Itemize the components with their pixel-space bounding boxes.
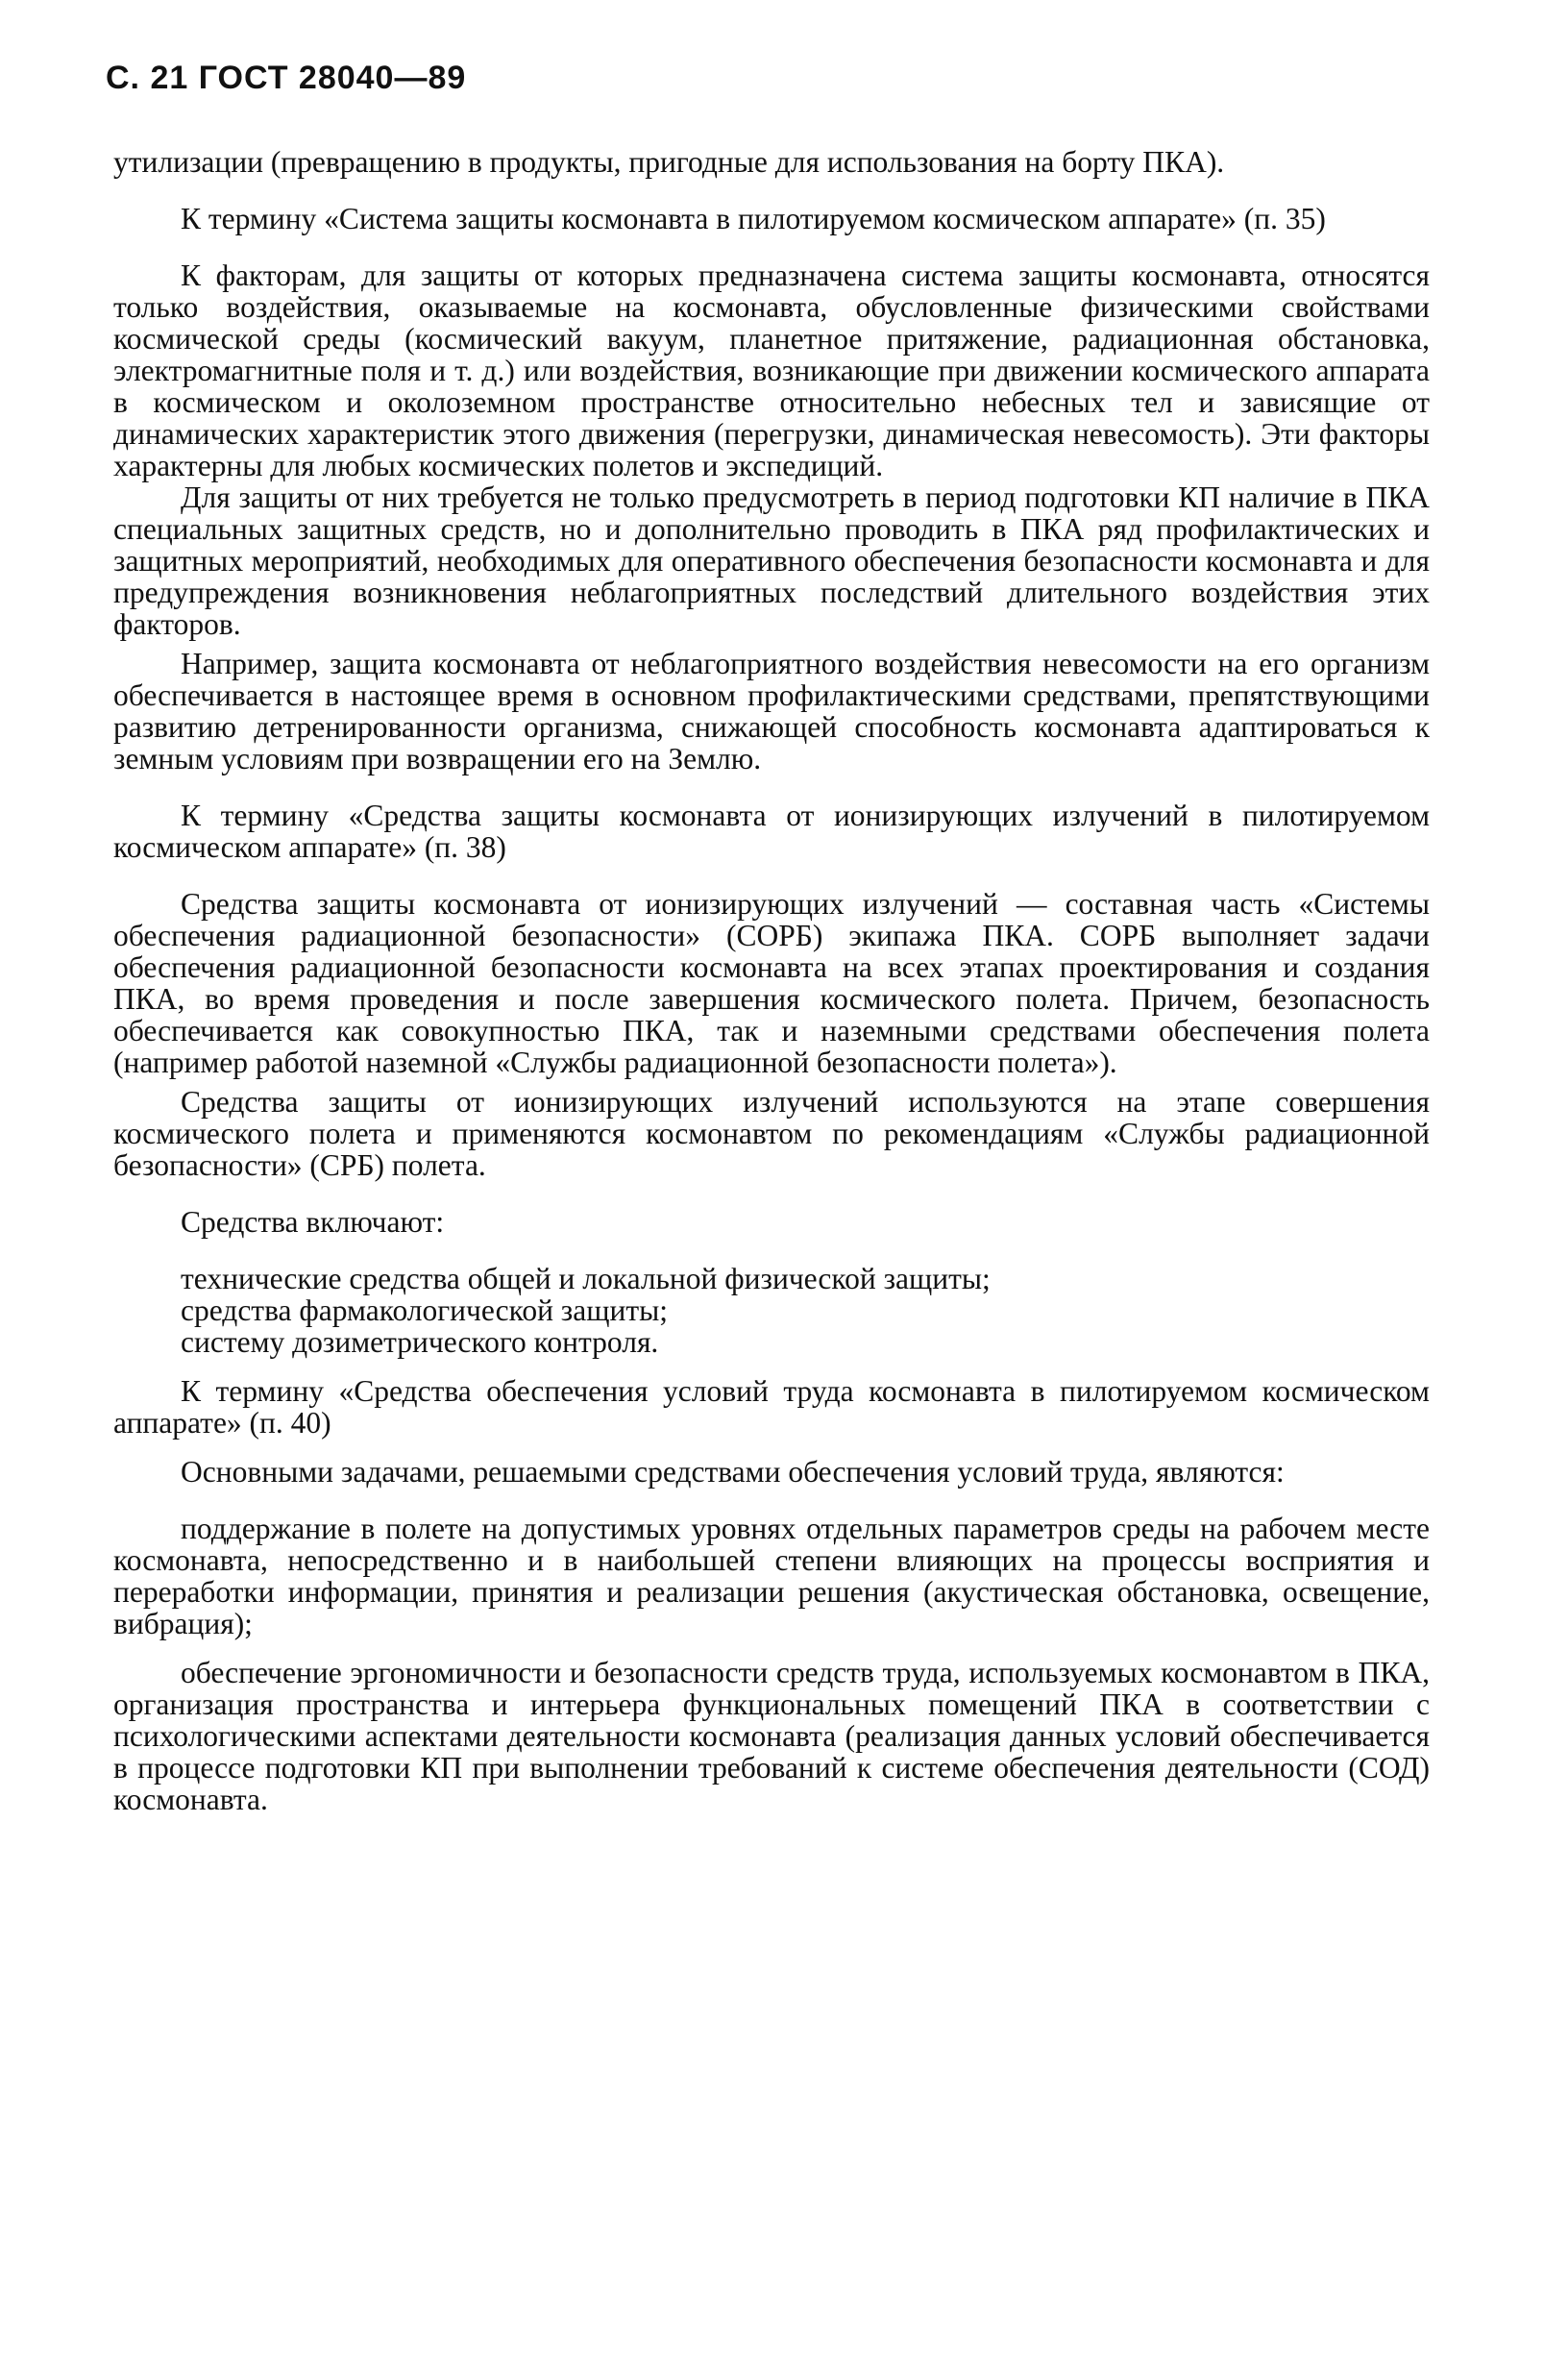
paragraph-factors: К факторам, для защиты от которых предназначена система защиты космонавта, относятся только воздействия, оказываемые на космонавта, обусловленные физическими свойствами космической среды (космический вакуум, планетное притяжение, радиационная обстановка, электромагнитные поля и т. д.) или воздействия, возникающие при движении космического аппарата в космическом и околоземном пространстве относительно небесных тел и зависящие от динамических характеристик этого движения (перегрузки, динамическая невесомость). Эти факторы характерны для любых космических полетов и экспедиций.: [113, 259, 1430, 482]
term-heading-work-conditions: К термину «Средства обеспечения условий труда космонавта в пилотируемом космическом аппарате» (п. 40): [113, 1374, 1430, 1440]
paragraph-example: Например, защита космонавта от неблагоприятного воздействия невесомости на его организм обеспечивается в настоящее время в основном профилактическими средствами, препятствующими развитию детренированности организма, снижающей способность космонавта адаптироваться к земным условиям при возвращении его на Землю.: [113, 647, 1430, 776]
list-item: систему дозиметрического контроля.: [181, 1325, 659, 1359]
paragraph-task-ergonomics: обеспечение эргономичности и безопасности средств труда, используемых космонавтом в ПКА, организация пространства и интерьера функциональных помещений ПКА в соответствии с психологическими аспектами деятельности космонавта (реализация данных условий обеспечивается в процессе подготовки КП при выполнении требований к системе обеспечения деятельности (СОД) космонавта.: [113, 1656, 1430, 1816]
paragraph-main-tasks: Основными задачами, решаемыми средствами обеспечения условий труда, являются:: [181, 1455, 1285, 1489]
term-heading-radiation-protection: К термину «Средства защиты космонавта от ионизирующих излучений в пилотируемом космическом аппарате» (п. 38): [113, 799, 1430, 864]
list-item: технические средства общей и локальной физической защиты;: [181, 1262, 991, 1295]
page-header: С. 21 ГОСТ 28040—89: [106, 60, 467, 96]
paragraph-protection-measures: Для защиты от них требуется не только предусмотреть в период подготовки КП наличие в ПКА специальных защитных средств, но и дополнительно проводить в ПКА ряд профилактических и защитных мероприятий, необходимых для оперативного обеспечения безопасности космонавта и для предупреждения возникновения неблагоприятных последствий длительного воздействия этих факторов.: [113, 480, 1430, 641]
paragraph-means-include: Средства включают:: [181, 1205, 445, 1239]
paragraph-continuation: утилизации (превращению в продукты, пригодные для использования на борту ПКА).: [113, 145, 1225, 179]
means-list: [113, 1263, 1430, 1358]
paragraph-radiation-usage: Средства защиты от ионизирующих излучений используются на этапе совершения космического полета и применяются космонавтом по рекомендациям «Службы радиационной безопасности» (СРБ) полета.: [113, 1085, 1430, 1182]
paragraph-radiation-means: Средства защиты космонавта от ионизирующих излучений — составная часть «Системы обеспечения радиационной безопасности» (СОРБ) экипажа ПКА. СОРБ выполняет задачи обеспечения радиационной безопасности космонавта на всех этапах проектирования и создания ПКА, во время проведения и после завершения космического полета. Причем, безопасность обеспечивается как совокупностью ПКА, так и наземными средствами обеспечения полета (например работой наземной «Службы радиационной безопасности полета»).: [113, 887, 1430, 1079]
list-item: средства фармакологической защиты;: [181, 1293, 669, 1327]
paragraph-task-environment: поддержание в полете на допустимых уровнях отдельных параметров среды на рабочем месте космонавта, непосредственно и в наибольшей степени влияющих на процессы восприятия и переработки информации, принятия и реализации решения (акустическая обстановка, освещение, вибрация);: [113, 1512, 1430, 1640]
document-body: [113, 146, 1430, 1815]
term-heading-system-protection: К термину «Система защиты космонавта в пилотируемом космическом аппарате» (п. 35): [181, 202, 1326, 235]
